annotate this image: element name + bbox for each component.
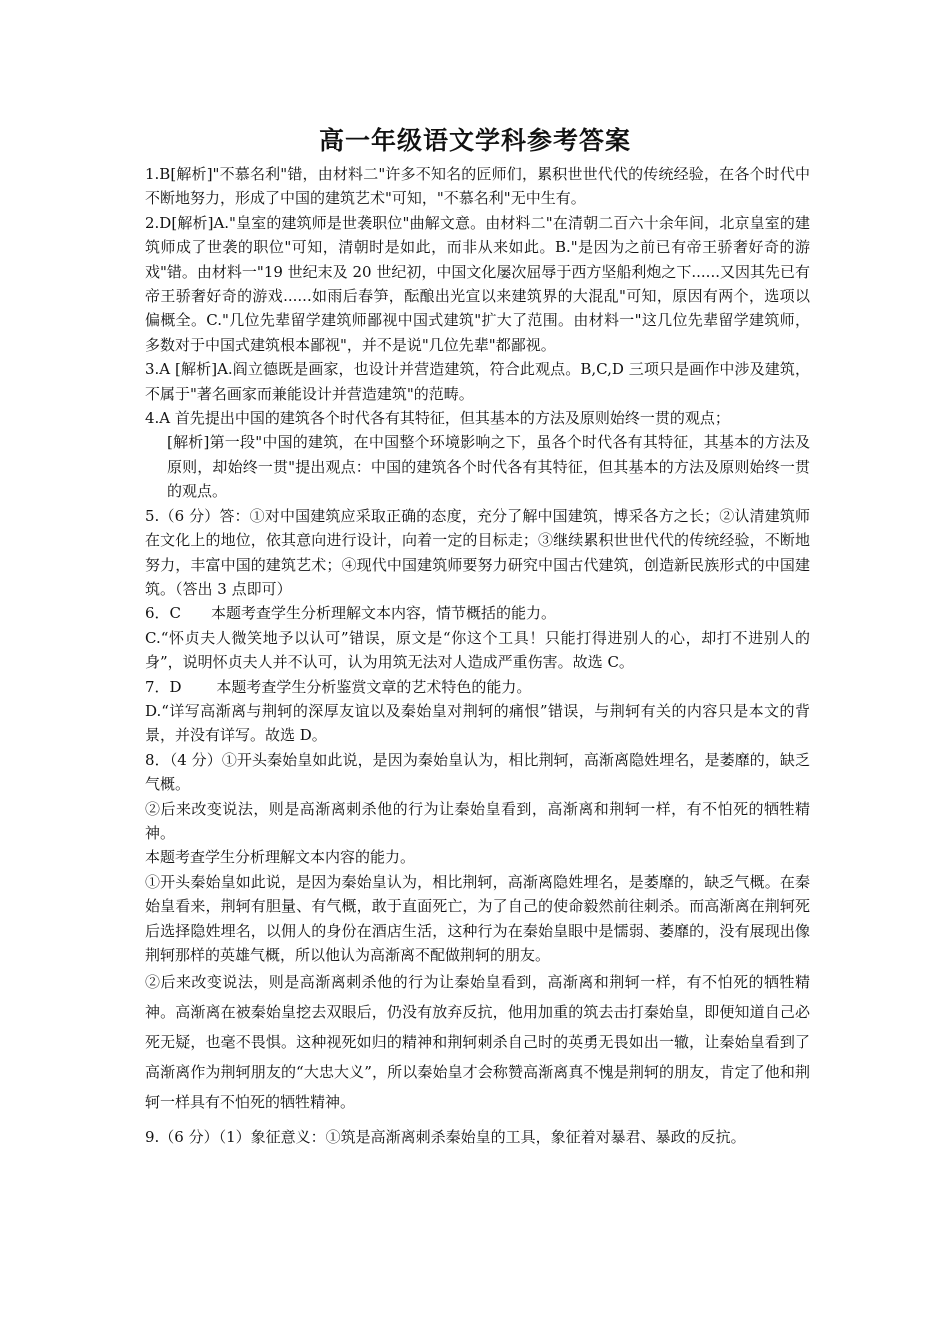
document-title: 高一年级语文学科参考答案 bbox=[318, 126, 631, 155]
answer-paragraph: ②后来改变说法，则是高渐离刺杀他的行为让秦始皇看到，高渐离和荆轲一样，有不怕死的牺牲精神。高渐离在被秦始皇挖去双眼后，仍没有放弃反抗，他用加重的筑去击打秦始皇，即便知道自己必死无疑，也毫不畏惧。这种视死如归的精神和荆轲刺杀自己时的英勇无畏如出一辙，让秦始皇看到了高渐离作为荆轲朋友的“大忠大义”，所以秦始皇才会称赞高渐离真不愧是荆轲的朋友，肯定了他和荆轲一样具有不怕死的牺牲精神。 bbox=[145, 973, 810, 1112]
answer-paragraph: 8．（4 分）①开头秦始皇如此说，是因为秦始皇认为，相比荆轲，高渐离隐姓埋名，是萎靡的，缺乏气概。 bbox=[145, 750, 810, 794]
answer-paragraph: ②后来改变说法，则是高渐离刺杀他的行为让秦始皇看到，高渐离和荆轲一样，有不怕死的牺牲精神。 bbox=[145, 799, 810, 842]
answer-paragraph: [解析]第一段"中国的建筑，在中国整个环境影响之下，虽各个时代各有其特征，其基本的方法及原则，却始终一贯"提出观点：中国的建筑各个时代各有其特征，但其基本的方法及原则始终一贯的观点。 bbox=[167, 433, 810, 501]
answer-paragraph: 3.A [解析]A.阎立德既是画家，也设计并营造建筑，符合此观点。B,C,D 三项只是画作中涉及建筑，不属于"著名画家而兼能设计并营造建筑"的范畴。 bbox=[145, 360, 810, 403]
answer-paragraph: 1.B[解析]"不慕名利"错，由材料二"许多不知名的匠师们，累积世世代代的传统经验，在各个时代中不断地努力，形成了中国的建筑艺术"可知，"不慕名利"无中生有。 bbox=[145, 165, 810, 208]
answer-paragraph: 本题考查学生分析理解文本内容的能力。 bbox=[145, 848, 416, 867]
answer-paragraph: 4.A 首先提出中国的建筑各个时代各有其特征，但其基本的方法及原则始终一贯的观点； bbox=[145, 409, 730, 428]
answer-paragraph: C.“怀贞夫人微笑地予以认可”错误，原文是“你这个工具！只能打得进别人的心，却打不进别人的身”，说明怀贞夫人并不认可，认为用筑无法对人造成严重伤害。故选 C。 bbox=[145, 628, 810, 672]
answer-paragraph: 9.（6 分）（1）象征意义：①筑是高渐离刺杀秦始皇的工具，象征着对暴君、暴政的反抗。 bbox=[145, 1128, 746, 1147]
document-body bbox=[145, 162, 810, 1150]
answer-paragraph: D.“详写高渐离与荆轲的深厚友谊以及秦始皇对荆轲的痛恨”错误，与荆轲有关的内容只是本文的背景，并没有详写。故选 D。 bbox=[145, 701, 810, 745]
answer-paragraph: 5.（6 分）答：①对中国建筑应采取正确的态度，充分了解中国建筑，博采各方之长；②认清建筑师在文化上的地位，依其意向进行设计，向着一定的目标走；③继续累积世世代代的传统经验，不断地努力，丰富中国的建筑艺术；④现代中国建筑师要努力研究中国古代建筑，创造新民族形式的中国建筑。（答出 3 点即可） bbox=[145, 506, 810, 598]
answer-paragraph: 6．C 本题考查学生分析理解文本内容，情节概括的能力。 bbox=[145, 604, 557, 623]
answer-paragraph: 2.D[解析]A."皇室的建筑师是世袭职位"曲解文意。由材料二"在清朝二百六十余年间，北京皇室的建筑师成了世袭的职位"可知，清朝时是如此，而非从来如此。B."是因为之前已有帝王骄奢好奇的游戏"错。由材料一"19 世纪末及 20 世纪初，中国文化屡次屈辱于西方坚船利炮之下......又因其先已有帝王骄奢好奇的游戏......如雨后春笋，酝酿出光宣以来建筑界的大混乱"可知，原因有两个，选项以偏概全。C."几位先辈留学建筑师鄙视中国式建筑"扩大了范围。由材料一"这几位先辈留学建筑师，多数对于中国式建筑根本鄙视"，并不是说"几位先辈"都鄙视。 bbox=[145, 213, 810, 354]
answer-paragraph: 7．D 本题考查学生分析鉴赏文章的艺术特色的能力。 bbox=[145, 677, 532, 696]
answer-paragraph: ①开头秦始皇如此说，是因为秦始皇认为，相比荆轲，高渐离隐姓埋名，是萎靡的，缺乏气概。在秦始皇看来，荆轲有胆量、有气概，敢于直面死亡，为了自己的使命毅然前往刺杀。而高渐离在荆轲死后选择隐姓埋名，以佣人的身份在酒店生活，这种行为在秦始皇眼中是懦弱、萎靡的，没有展现出像荆轲那样的英雄气概，所以他认为高渐离不配做荆轲的朋友。 bbox=[145, 872, 810, 964]
